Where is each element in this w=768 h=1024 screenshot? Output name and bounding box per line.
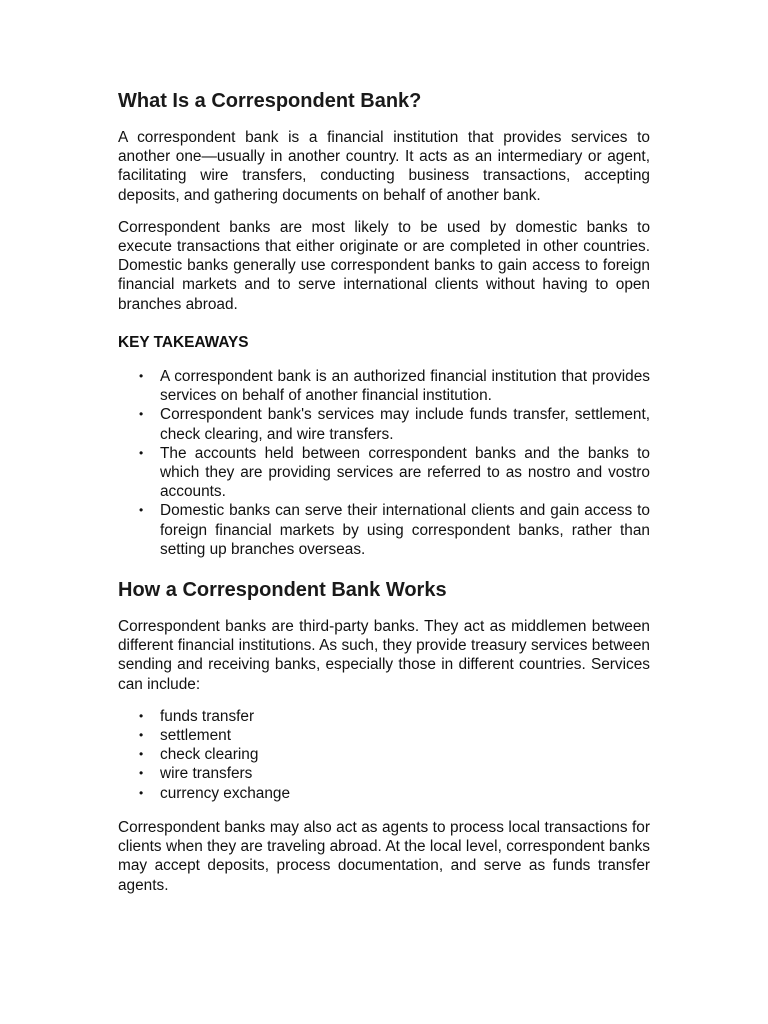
- how-it-works-paragraph: Correspondent banks are third-party banks. They act as middlemen between different financial institutions. As such, they provide treasury services between sending and receiving banks, especially those in different countries. Services can include:: [118, 618, 650, 693]
- section-title-what-is: What Is a Correspondent Bank?: [118, 90, 422, 112]
- service-item: • currency exchange: [160, 784, 650, 803]
- service-item: • settlement: [160, 726, 650, 745]
- services-list: [118, 707, 650, 803]
- key-takeaways-heading: KEY TAKEAWAYS: [118, 333, 249, 351]
- key-takeaways-list: [118, 367, 650, 559]
- takeaway-item: • Domestic banks can serve their international clients and gain access to foreign financial markets by using correspondent banks, rather than setting up branches overseas.: [160, 501, 650, 559]
- section-title-how-it-works: How a Correspondent Bank Works: [118, 579, 447, 602]
- intro-paragraph: A correspondent bank is a financial institution that provides services to another one—usually in another country. It acts as an intermediary or agent, facilitating wire transfers, conducting business transactions, accepting deposits, and gathering documents on behalf of another bank.: [118, 129, 650, 204]
- service-item: • funds transfer: [160, 707, 650, 726]
- agents-paragraph: Correspondent banks may also act as agents to process local transactions for clients when they are traveling abroad. At the local level, correspondent banks may accept deposits, process documentation, and serve as funds transfer agents.: [118, 818, 650, 894]
- takeaway-item: • A correspondent bank is an authorized financial institution that provides services on behalf of another financial institution.: [160, 367, 650, 405]
- takeaway-item: • The accounts held between correspondent banks and the banks to which they are providing services are referred to as nostro and vostro accounts.: [160, 444, 650, 502]
- usage-paragraph: Correspondent banks are most likely to be used by domestic banks to execute transactions that either originate or are completed in other countries. Domestic banks generally use correspondent banks to gain access to foreign financial markets and to serve international clients without having to open branches abroad.: [118, 218, 650, 313]
- document-page: [118, 88, 650, 908]
- takeaway-item: • Correspondent bank's services may include funds transfer, settlement, check clearing, and wire transfers.: [160, 405, 650, 443]
- service-item: • wire transfers: [160, 764, 650, 783]
- service-item: • check clearing: [160, 745, 650, 764]
